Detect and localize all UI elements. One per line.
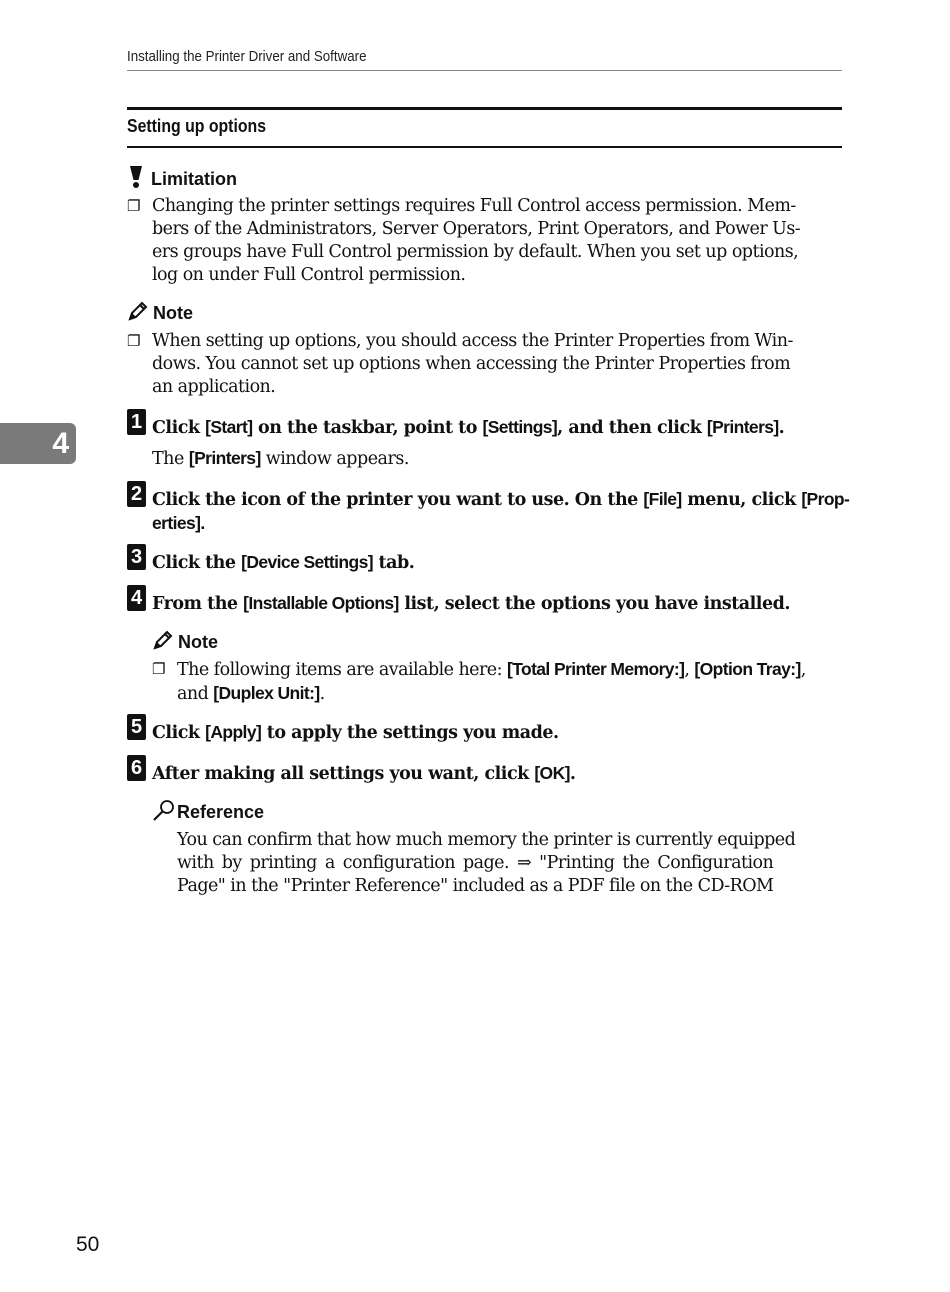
page-number: 50 <box>76 1233 100 1256</box>
step-2-text <box>152 488 852 536</box>
note-2-heading <box>152 629 218 653</box>
step-2-file-keyword: [File] <box>643 489 682 509</box>
step-1-result-t1: The <box>152 449 189 469</box>
note-line-2: dows. You cannot set up options when accessing the Printer Properties from <box>152 354 791 374</box>
step-1-t4: . <box>778 418 785 438</box>
reference-line-3: Page" in the "Printer Reference" included as a PDF file on the CD-ROM <box>177 876 774 896</box>
step-4-t1: From the <box>152 594 244 614</box>
limitation-line-1: Changing the printer settings requires Full Control access permission. Mem- <box>152 196 796 216</box>
step-2-properties-keyword-b: erties]. <box>152 513 205 533</box>
step-1-printers-keyword: [Printers] <box>706 417 779 437</box>
note-2-sep1: , <box>684 660 695 680</box>
step-2-t1: Click the icon of the printer you want to use. On the <box>152 490 644 510</box>
step-1-t2: on the taskbar, point to <box>252 418 483 438</box>
step-5-apply-keyword: [Apply] <box>205 722 262 742</box>
note-bullet: ❐ <box>127 332 141 350</box>
pencil-icon <box>127 300 149 322</box>
step-1-number: 1 <box>127 409 146 435</box>
section-title: Setting up options <box>127 116 267 136</box>
chapter-tab: 4 <box>0 423 76 464</box>
note-text <box>152 330 844 399</box>
step-3-t2: tab. <box>372 553 415 573</box>
step-1-settings-keyword: [Settings] <box>482 417 558 437</box>
limitation-bullet: ❐ <box>127 197 141 215</box>
step-3-text <box>152 551 852 575</box>
step-2-number: 2 <box>127 481 146 507</box>
step-6-text <box>152 762 852 786</box>
note-2-text <box>177 658 844 706</box>
reference-text <box>177 829 844 898</box>
step-6-t2: . <box>569 764 576 784</box>
step-4-number: 4 <box>127 585 146 611</box>
note-2-duplex-keyword: [Duplex Unit:] <box>213 683 320 703</box>
step-1-start-keyword: [Start] <box>205 417 253 437</box>
step-5-text <box>152 721 852 745</box>
step-4-installable-options-keyword: [Installable Options] <box>243 593 399 613</box>
note-2-heading-label: Note <box>178 632 218 652</box>
limitation-text <box>152 195 844 287</box>
step-3-device-settings-keyword: [Device Settings] <box>241 552 373 572</box>
step-5-number: 5 <box>127 714 146 740</box>
note-2-bullet: ❐ <box>152 660 166 678</box>
step-3-number: 3 <box>127 544 146 570</box>
note-2-t2: and <box>177 684 214 704</box>
step-6-number: 6 <box>127 755 146 781</box>
note-line-3: an application. <box>152 377 276 397</box>
step-1-result <box>152 447 409 471</box>
note-2-t1: The following items are available here: <box>177 660 507 680</box>
limitation-line-4: log on under Full Control permission. <box>152 265 466 285</box>
section-rule-top <box>127 107 842 110</box>
reference-heading-label: Reference <box>177 802 265 822</box>
step-1-t1: Click <box>152 418 206 438</box>
step-4-text <box>152 592 852 616</box>
reference-line-2: with by printing a configuration page. ⇒ "Printing the Configuration <box>177 853 774 873</box>
pencil-icon <box>152 629 174 651</box>
step-5-t1: Click <box>152 723 206 743</box>
note-2-t3: . <box>319 684 325 704</box>
header-rule <box>127 70 842 71</box>
note-line-1: When setting up options, you should access the Printer Properties from Win- <box>152 331 793 351</box>
step-4-t2: list, select the options you have installed. <box>398 594 790 614</box>
magnifier-icon <box>152 799 176 821</box>
running-header: Installing the Printer Driver and Software <box>127 49 367 65</box>
limitation-heading-label: Limitation <box>151 169 237 189</box>
note-2-total-memory-keyword: [Total Printer Memory:] <box>506 659 685 679</box>
step-1-t3: , and then click <box>557 418 707 438</box>
step-1-text <box>152 416 852 440</box>
note-heading <box>127 300 193 324</box>
note-heading-label: Note <box>153 303 193 323</box>
step-3-t1: Click the <box>152 553 242 573</box>
step-2-properties-keyword-a: [Prop- <box>801 489 850 509</box>
step-1-result-t2: window appears. <box>260 449 409 469</box>
limitation-line-2: bers of the Administrators, Server Operators, Print Operators, and Power Us- <box>152 219 801 239</box>
limitation-line-3: ers groups have Full Control permission by default. When you set up options, <box>152 242 799 262</box>
step-5-t2: to apply the settings you made. <box>261 723 559 743</box>
note-2-option-tray-keyword: [Option Tray:] <box>694 659 801 679</box>
step-1-result-printers-keyword: [Printers] <box>188 448 261 468</box>
step-6-ok-keyword: [OK] <box>534 763 570 783</box>
section-rule-bottom <box>127 146 842 148</box>
exclamation-icon <box>127 165 145 189</box>
step-6-t1: After making all settings you want, click <box>152 764 535 784</box>
limitation-heading <box>127 165 237 190</box>
reference-heading <box>152 799 264 823</box>
step-2-t2: menu, click <box>681 490 802 510</box>
reference-line-1: You can confirm that how much memory the printer is currently equipped <box>177 830 796 850</box>
note-2-sep2: , <box>800 660 806 680</box>
